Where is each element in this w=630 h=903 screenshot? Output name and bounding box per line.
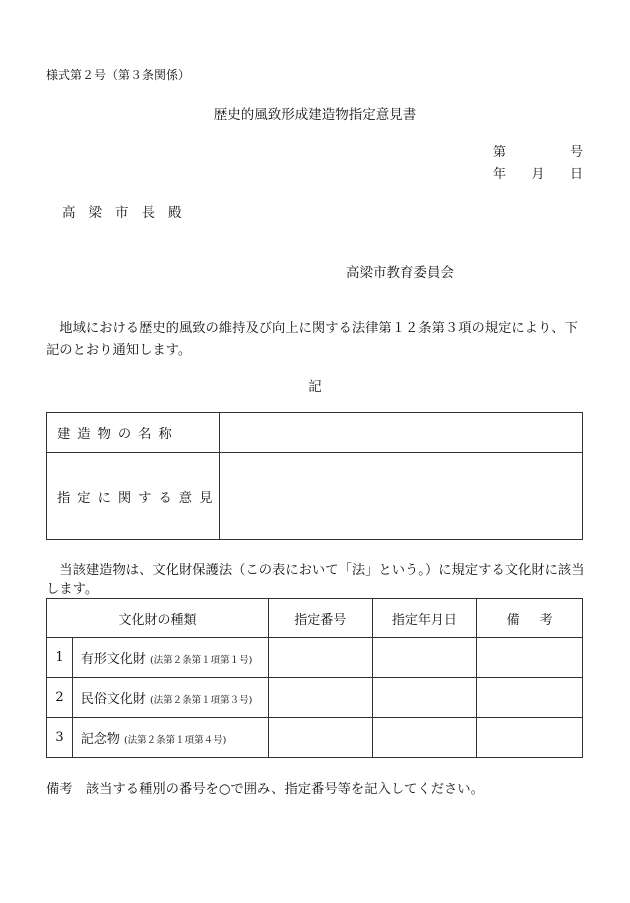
building-name-field[interactable] bbox=[220, 413, 583, 453]
table-header-row bbox=[47, 599, 583, 638]
document-title: 歴史的風致形成建造物指定意見書 bbox=[213, 107, 417, 123]
opinion-field[interactable] bbox=[220, 453, 583, 540]
body-text: 地域における歴史的風致の維持及び向上に関する法律第１２条第３項の規定により、下記のとおり通知します。 bbox=[46, 321, 578, 358]
addressee: 高梁市長殿 bbox=[62, 205, 195, 221]
table-row bbox=[47, 678, 583, 718]
table-row bbox=[47, 453, 583, 540]
header-type: 文化財の種類 bbox=[47, 599, 269, 638]
designation-number-field[interactable] bbox=[268, 678, 372, 718]
dai-label: 第 bbox=[493, 145, 507, 160]
designation-date-field[interactable] bbox=[372, 638, 477, 678]
table-row bbox=[47, 413, 583, 453]
year-label: 年 bbox=[493, 167, 507, 182]
sender: 高梁市教育委員会 bbox=[346, 265, 454, 281]
designation-number-field[interactable] bbox=[268, 718, 372, 758]
property-type: 民俗文化財 (法第２条第１項第３号) bbox=[72, 678, 268, 718]
designation-date-field[interactable] bbox=[372, 718, 477, 758]
header-designation-number: 指定番号 bbox=[268, 599, 372, 638]
form-number: 様式第２号（第３条関係） bbox=[46, 68, 191, 82]
row-number[interactable]: 2 bbox=[47, 678, 73, 718]
table-row bbox=[47, 718, 583, 758]
ki-heading: 記 bbox=[308, 379, 322, 395]
remarks-field[interactable] bbox=[477, 638, 583, 678]
month-label: 月 bbox=[531, 167, 545, 182]
building-name-label: 建造物の名称 bbox=[47, 413, 220, 453]
go-label: 号 bbox=[569, 145, 583, 160]
header-designation-date: 指定年月日 bbox=[372, 599, 477, 638]
header-remarks: 備考 bbox=[477, 599, 583, 638]
document-number-block bbox=[493, 142, 583, 186]
remarks-field[interactable] bbox=[477, 718, 583, 758]
row-number[interactable]: 3 bbox=[47, 718, 73, 758]
cultural-property-note: 当該建造物は、文化財保護法（この表において「法」という。）に規定する文化財に該当します。 bbox=[46, 563, 585, 597]
property-type: 記念物 (法第２条第１項第４号) bbox=[72, 718, 268, 758]
opinion-label: 指定に関する意見 bbox=[47, 453, 220, 540]
cultural-property-table bbox=[46, 598, 583, 758]
designation-date-field[interactable] bbox=[372, 678, 477, 718]
remarks-text: 備考 該当する種別の番号を○で囲み、指定番号等を記入してください。 bbox=[46, 782, 484, 797]
table-row bbox=[47, 638, 583, 678]
remarks-field[interactable] bbox=[477, 678, 583, 718]
building-info-table bbox=[46, 412, 583, 540]
day-label: 日 bbox=[569, 167, 583, 182]
row-number[interactable]: 1 bbox=[47, 638, 73, 678]
property-type: 有形文化財 (法第２条第１項第１号) bbox=[72, 638, 268, 678]
date-row bbox=[493, 164, 583, 186]
number-row bbox=[493, 142, 583, 164]
designation-number-field[interactable] bbox=[268, 638, 372, 678]
